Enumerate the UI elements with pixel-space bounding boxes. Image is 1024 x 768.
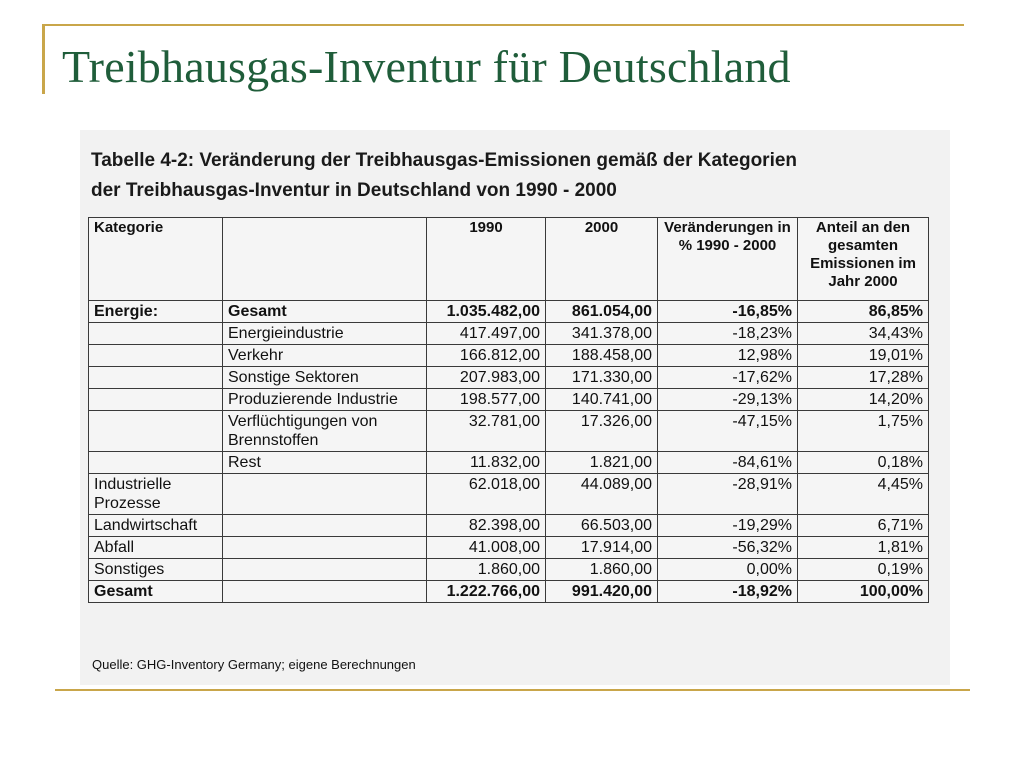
cell-category: Gesamt bbox=[89, 581, 223, 603]
table-row bbox=[89, 581, 929, 603]
cell-2000: 341.378,00 bbox=[546, 323, 658, 345]
cell-category bbox=[89, 323, 223, 345]
cell-share: 4,45% bbox=[798, 474, 929, 515]
cell-category: Industrielle Prozesse bbox=[89, 474, 223, 515]
caption-line-1: Tabelle 4-2: Veränderung der Treibhausgas-Emissionen gemäß der Kategorien bbox=[91, 150, 798, 171]
cell-category bbox=[89, 411, 223, 452]
table-header-row bbox=[89, 218, 929, 301]
cell-2000: 171.330,00 bbox=[546, 367, 658, 389]
cell-subcategory bbox=[223, 559, 427, 581]
cell-share: 19,01% bbox=[798, 345, 929, 367]
table-row bbox=[89, 323, 929, 345]
header-category: Kategorie bbox=[89, 218, 223, 301]
header-2000: 2000 bbox=[546, 218, 658, 301]
cell-change: 0,00% bbox=[658, 559, 798, 581]
cell-category: Abfall bbox=[89, 537, 223, 559]
cell-share: 86,85% bbox=[798, 301, 929, 323]
cell-2000: 66.503,00 bbox=[546, 515, 658, 537]
table-source-note: Quelle: GHG-Inventory Germany; eigene Berechnungen bbox=[92, 657, 416, 672]
header-subcategory bbox=[223, 218, 427, 301]
frame-accent-vertical bbox=[42, 24, 45, 94]
cell-2000: 140.741,00 bbox=[546, 389, 658, 411]
cell-1990: 41.008,00 bbox=[427, 537, 546, 559]
cell-1990: 11.832,00 bbox=[427, 452, 546, 474]
cell-2000: 1.860,00 bbox=[546, 559, 658, 581]
cell-subcategory: Sonstige Sektoren bbox=[223, 367, 427, 389]
cell-change: -19,29% bbox=[658, 515, 798, 537]
cell-subcategory bbox=[223, 474, 427, 515]
table-row bbox=[89, 515, 929, 537]
table-row bbox=[89, 559, 929, 581]
cell-2000: 188.458,00 bbox=[546, 345, 658, 367]
cell-change: -28,91% bbox=[658, 474, 798, 515]
cell-1990: 198.577,00 bbox=[427, 389, 546, 411]
cell-category: Energie: bbox=[89, 301, 223, 323]
cell-share: 14,20% bbox=[798, 389, 929, 411]
cell-subcategory: Rest bbox=[223, 452, 427, 474]
caption-line-2: der Treibhausgas-Inventur in Deutschland von 1990 - 2000 bbox=[91, 180, 617, 201]
cell-subcategory: Verkehr bbox=[223, 345, 427, 367]
table-row bbox=[89, 537, 929, 559]
cell-change: 12,98% bbox=[658, 345, 798, 367]
cell-category: Landwirtschaft bbox=[89, 515, 223, 537]
cell-subcategory bbox=[223, 515, 427, 537]
cell-1990: 1.860,00 bbox=[427, 559, 546, 581]
cell-share: 1,75% bbox=[798, 411, 929, 452]
cell-1990: 32.781,00 bbox=[427, 411, 546, 452]
cell-share: 100,00% bbox=[798, 581, 929, 603]
cell-2000: 861.054,00 bbox=[546, 301, 658, 323]
emissions-table bbox=[88, 217, 929, 603]
table-row bbox=[89, 452, 929, 474]
table-row bbox=[89, 474, 929, 515]
cell-1990: 166.812,00 bbox=[427, 345, 546, 367]
frame-accent-top bbox=[42, 24, 964, 26]
cell-subcategory: Gesamt bbox=[223, 301, 427, 323]
cell-subcategory: Verflüchtigungen von Brennstoffen bbox=[223, 411, 427, 452]
cell-change: -18,23% bbox=[658, 323, 798, 345]
cell-share: 1,81% bbox=[798, 537, 929, 559]
header-change: Veränderungen in % 1990 - 2000 bbox=[658, 218, 798, 301]
cell-category bbox=[89, 452, 223, 474]
table-body bbox=[89, 301, 929, 603]
cell-change: -16,85% bbox=[658, 301, 798, 323]
table-caption bbox=[91, 146, 797, 206]
cell-category bbox=[89, 389, 223, 411]
cell-2000: 991.420,00 bbox=[546, 581, 658, 603]
cell-change: -18,92% bbox=[658, 581, 798, 603]
cell-1990: 1.035.482,00 bbox=[427, 301, 546, 323]
table-row bbox=[89, 301, 929, 323]
cell-share: 17,28% bbox=[798, 367, 929, 389]
cell-share: 0,18% bbox=[798, 452, 929, 474]
cell-category bbox=[89, 345, 223, 367]
cell-change: -47,15% bbox=[658, 411, 798, 452]
cell-1990: 1.222.766,00 bbox=[427, 581, 546, 603]
cell-category: Sonstiges bbox=[89, 559, 223, 581]
header-1990: 1990 bbox=[427, 218, 546, 301]
frame-accent-bottom bbox=[55, 689, 970, 691]
cell-change: -29,13% bbox=[658, 389, 798, 411]
header-share: Anteil an den gesamten Emissionen im Jahr 2000 bbox=[798, 218, 929, 301]
cell-1990: 82.398,00 bbox=[427, 515, 546, 537]
cell-subcategory: Energieindustrie bbox=[223, 323, 427, 345]
cell-subcategory bbox=[223, 581, 427, 603]
cell-2000: 1.821,00 bbox=[546, 452, 658, 474]
cell-share: 0,19% bbox=[798, 559, 929, 581]
cell-subcategory: Produzierende Industrie bbox=[223, 389, 427, 411]
cell-change: -56,32% bbox=[658, 537, 798, 559]
table-row bbox=[89, 389, 929, 411]
table-row bbox=[89, 367, 929, 389]
cell-1990: 62.018,00 bbox=[427, 474, 546, 515]
table-row bbox=[89, 345, 929, 367]
cell-1990: 207.983,00 bbox=[427, 367, 546, 389]
cell-2000: 44.089,00 bbox=[546, 474, 658, 515]
cell-category bbox=[89, 367, 223, 389]
table-row bbox=[89, 411, 929, 452]
slide-title: Treibhausgas-Inventur für Deutschland bbox=[62, 41, 791, 92]
cell-change: -17,62% bbox=[658, 367, 798, 389]
cell-share: 34,43% bbox=[798, 323, 929, 345]
cell-change: -84,61% bbox=[658, 452, 798, 474]
cell-share: 6,71% bbox=[798, 515, 929, 537]
cell-1990: 417.497,00 bbox=[427, 323, 546, 345]
cell-subcategory bbox=[223, 537, 427, 559]
cell-2000: 17.914,00 bbox=[546, 537, 658, 559]
cell-2000: 17.326,00 bbox=[546, 411, 658, 452]
